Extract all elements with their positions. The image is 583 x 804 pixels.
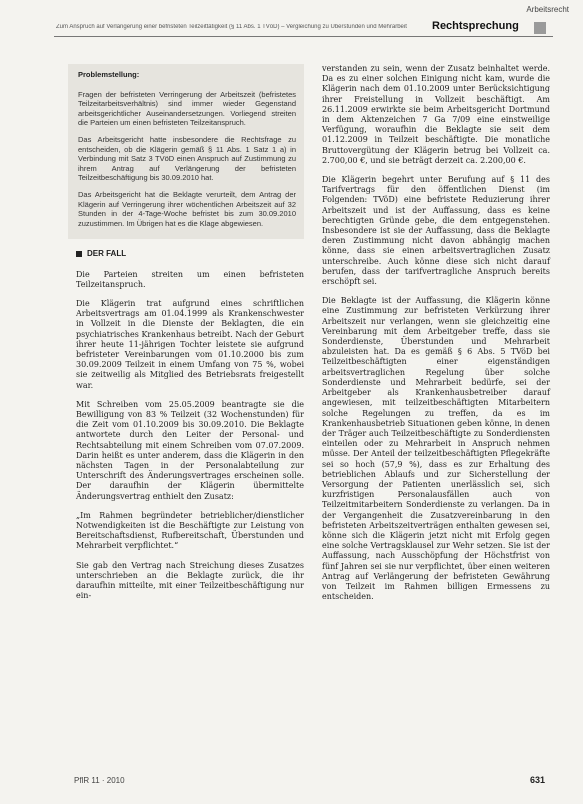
body-paragraph: Die Parteien streiten um einen befristeten Teilzeitanspruch.	[76, 269, 304, 289]
case-heading	[76, 249, 304, 259]
body-paragraph: Die Klägerin begehrt unter Berufung auf § 11 des Tarifvertrags für den öffentlichen Dienst (im Folgenden: TVöD) eine befristete Reduzierung ihrer Arbeitszeit und ist der Auffassung, dass es keine berechtigten Gründe gebe, die dem entgegenstehen. Insbesondere ist sie der Auffassung, dass die Beklagte deren Zustimmung nicht davon abhängig machen könne, dass sie einen arbeitsvertraglichen Zusatz unterschreibe. Auch könne diese sich nicht darauf berufen, dass der tarifvertragliche Anspruch bereits erschöpft sei.	[322, 175, 550, 287]
running-title: Zum Anspruch auf Verlängerung einer befristeten Teilzeittätigkeit (§ 11 Abs. 1 TVöD) – Vergleichung zu Überstunden und Mehrarbeit	[56, 24, 407, 30]
problem-statement-box	[68, 64, 304, 239]
right-column	[322, 64, 550, 611]
section-label: Arbeitsrecht	[526, 5, 569, 14]
page-number: 631	[529, 775, 545, 785]
bullet-square-icon	[76, 251, 82, 257]
body-paragraph: Mit Schreiben vom 25.05.2009 beantragte sie die Bewilligung von 83 % Teilzeit (32 Wochenstunden) für die Zeit vom 01.10.2009 bis 30.09.2010. Die Beklagte antwortete durch den Leiter der Personal- und Rechtsabteilung mit einem Schreiben vom 07.07.2009. Darin heißt es unter anderem, dass die Klägerin in den nächsten Tagen in der Personalabteilung zur Unterschrift des Änderungsvertrages erscheinen solle. Der daraufhin der Klägerin übermittelte Änderungsvertrag enthielt den Zusatz:	[76, 399, 304, 501]
body-paragraph: verstanden zu sein, wenn der Zusatz beinhaltet werde. Da es zu einer solchen Einigung nicht kam, wurde die Klägerin nach dem 01.10.2009 unter Berücksichtigung ihrer Freistellung in Vollzeit beschäftigt. Am 26.11.2009 erwirkte sie beim Arbeitsgericht Dortmund in dem Aktenzeichen 7 Ga 7/09 eine einstweilige Verfügung, woraufhin die Beklagte sie seit dem 01.12.2009 in Teilzeit beschäftigte. Die monatliche Bruttovergütung der Klägerin betrug bei Vollzeit ca. 2.700,00 €, und sie beträgt derzeit ca. 2.200,00 €.	[322, 64, 550, 165]
body-paragraph: Sie gab den Vertrag nach Streichung dieses Zusatzes unterschrieben an die Beklagte zurück, die ihr daraufhin mitteilte, mit einer Teilzeitbeschäftigung nur ein-	[76, 560, 304, 601]
body-paragraph: „Im Rahmen begründeter betrieblicher/dienstlicher Notwendigkeiten ist die Beschäftigte zur Leistung von Bereitschaftsdienst, Rufbereitschaft, Überstunden und Mehrarbeit verpflichtet.“	[76, 510, 304, 551]
problem-paragraph: Das Arbeitsgericht hatte insbesondere die Rechtsfrage zu entscheiden, ob die Klägerin gemäß § 11 Abs. 1 Satz 1 a) in Verbindung mit Satz 3 TVöD einen Anspruch auf Zustimmung zu ihrem Antrag auf Verlängerung der befristeten Teilzeitbeschäftigung bis 30.09.2010 hat.	[78, 134, 296, 183]
problem-paragraph: Fragen der befristeten Verringerung der Arbeitszeit (befristetes Teilzeitarbeitsverhältnis) sind immer wieder Gegenstand arbeitsgerichtlicher Auseinandersetzungen. Vorliegend streiten die Parteien um einen befristeten Teilzeitanspruch.	[78, 89, 296, 128]
problem-heading: Problemstellung:	[78, 70, 140, 79]
left-column	[76, 64, 304, 610]
case-heading-label: DER FALL	[87, 249, 127, 259]
body-paragraph: Die Beklagte ist der Auffassung, die Klägerin könne eine Zustimmung zur befristeten Verkürzung ihrer Arbeitszeit nur verlangen, wenn sie gleichzeitig eine Vereinbarung mit dem Arbeitgeber treffe, dass sie Sonderdienste, Überstunden und Mehrarbeit abzuleisten hat. Da es gemäß § 6 Abs. 5 TVöD bei Teilzeitbeschäftigten einer eigenständigen arbeitsvertraglichen Regelung über solche Sonderdienste und Mehrarbeit bedürfe, sei der Arbeitgeber als Krankenhausbetreiber darauf angewiesen, mit teilzeitbeschäftigten Mitarbeitern solche Regelungen zu treffen, da es im Krankenhausbetrieb Situationen geben könne, in denen der Träger auch Teilzeitbeschäftigte zu Sonderdiensten einteilen oder zu Mehrarbeit in Anspruch nehmen müsse. Der Anteil der teilzeitbeschäftigten Pflegekräfte sei so hoch (57,9 %), dass es zur Erhaltung des betrieblichen Ablaufs und zur Sicherstellung der Versorgung der Patienten unerlässlich sei, sich kurzfristigen Personalausfällen auch von Teilzeitmitarbeitern Sonderdienste zu verlangen. Da in der Vergangenheit die Zusatzvereinbarung in den befristeten Arbeitszeitverträgen enthalten gewesen sei, könne sich die Klägerin jetzt nicht mit Erfolg gegen eine solche Vertragsklausel zur Wehr setzen. Sie ist der Auffassung, nach Ausschöpfung der Höchstfrist von fünf Jahren sei sie nur verpflichtet, über einen weiteren Antrag auf Verlängerung der befristeten Gewährung von Teilzeit im Rahmen billigen Ermessens zu entscheiden.	[322, 296, 550, 602]
section-marker-square	[534, 22, 546, 34]
journal-section-title: Rechtsprechung	[432, 20, 519, 32]
journal-issue: PflR 11 · 2010	[74, 776, 125, 785]
body-paragraph: Die Klägerin trat aufgrund eines schriftlichen Arbeitsvertrags am 01.04.1999 als Krankenschwester in Vollzeit in die Dienste der Beklagten, die ein psychiatrisches Krankenhaus betreibt. Nach der Geburt ihrer heute 11-jährigen Tochter leistete sie aufgrund befristeter Vereinbarungen vom 01.10.2000 bis zum 30.09.2009 Teilzeit in einem Umfang von 75 %, wobei sie zeitweilig als Mitglied des Betriebsrats freigestellt war.	[76, 298, 304, 390]
problem-paragraph: Das Arbeitsgericht hat die Beklagte verurteilt, dem Antrag der Klägerin auf Verringerung ihrer wöchentlichen Arbeitszeit auf 32 Stunden in der 4-Tage-Woche befristet bis zum 30.09.2010 zuzustimmen. Im Übrigen hat es die Klage abgewiesen.	[78, 189, 296, 228]
